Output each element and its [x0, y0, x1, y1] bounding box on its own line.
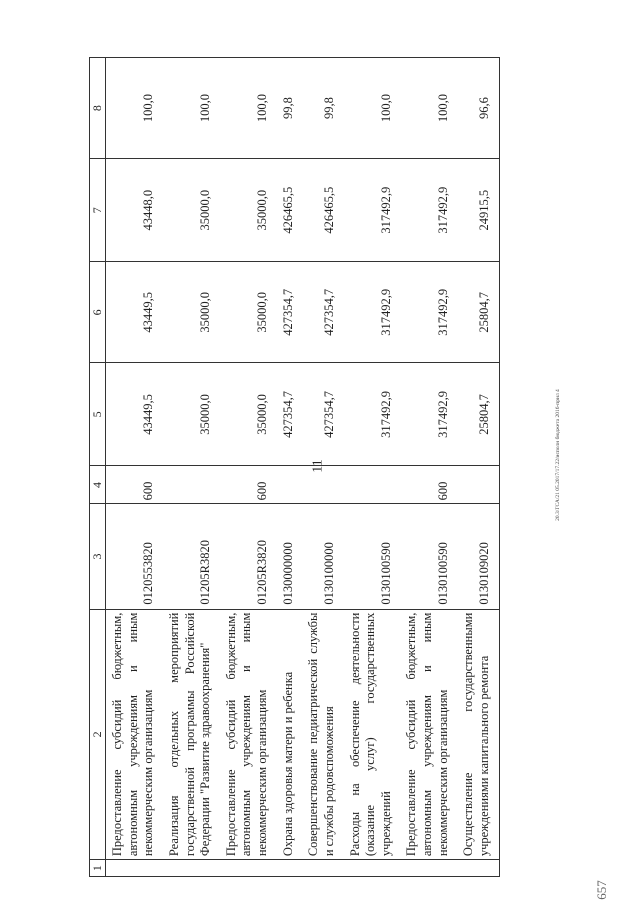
row-value-7: 426465,5 — [302, 159, 343, 262]
header-col-6: 6 — [90, 262, 106, 363]
row-value-8: 96,6 — [457, 58, 499, 159]
table-row — [106, 58, 163, 877]
row-value-7: 317492,9 — [344, 159, 401, 262]
row-value-6: 427354,7 — [302, 262, 343, 363]
document-code: 20.3/ГСА/21 05.2017/17.22/исполн бюджета 2016-прил 4 — [555, 389, 561, 521]
row-code: 0130100590 — [344, 504, 401, 609]
row-name: Предоставление субсидий бюджетным, автономным учреждениям и иным некоммерческим организациям — [106, 609, 163, 860]
row-value-7: 43448,0 — [106, 159, 163, 262]
row-value-8: 99,8 — [302, 58, 343, 159]
header-col-7: 7 — [90, 159, 106, 262]
row-code: 01205R3820 — [220, 504, 277, 609]
row-vr — [344, 466, 401, 504]
row-value-7: 35000,0 — [163, 159, 220, 262]
row-code: 0120553820 — [106, 504, 163, 609]
row-value-6: 25804,7 — [457, 262, 499, 363]
header-row — [90, 58, 106, 877]
table-row — [344, 58, 401, 877]
row-value-7: 24915,5 — [457, 159, 499, 262]
table-row — [457, 58, 499, 877]
table-row — [277, 58, 303, 877]
row-vr: 600 — [400, 466, 457, 504]
row-code: 0130100000 — [302, 504, 343, 609]
row-name: Расходы на обеспечение деятельности (оказание услуг) государственных учреждений — [344, 609, 401, 860]
header-col-5: 5 — [90, 363, 106, 466]
side-page-number: 657 — [593, 880, 609, 900]
row-name: Реализация отдельных мероприятий государственной программы Российской Федерации "Развитие здравоохранения" — [163, 609, 220, 860]
row-name: Охрана здоровья матери и ребенка — [277, 609, 303, 860]
row-code: 0130100590 — [400, 504, 457, 609]
row-code: 01205R3820 — [163, 504, 220, 609]
row-value-8: 100,0 — [220, 58, 277, 159]
row-value-6: 317492,9 — [400, 262, 457, 363]
row-value-5: 317492,9 — [400, 363, 457, 466]
row-value-8: 100,0 — [400, 58, 457, 159]
table-row — [302, 58, 343, 877]
row-name: Совершенствование педиатрической службы и службы родовспоможения — [302, 609, 343, 860]
row-name: Предоставление субсидий бюджетным, автономным учреждениям и иным некоммерческим организациям — [220, 609, 277, 860]
row-value-7: 317492,9 — [400, 159, 457, 262]
row-value-8: 100,0 — [344, 58, 401, 159]
table-row — [163, 58, 220, 877]
header-col-4: 4 — [90, 466, 106, 504]
row-value-5: 427354,7 — [302, 363, 343, 466]
row-value-7: 35000,0 — [220, 159, 277, 262]
row-vr — [277, 466, 303, 504]
header-col-1: 1 — [90, 860, 106, 877]
row-value-8: 100,0 — [106, 58, 163, 159]
row-value-8: 100,0 — [163, 58, 220, 159]
row-value-5: 43449,5 — [106, 363, 163, 466]
row-value-5: 35000,0 — [220, 363, 277, 466]
row-name: Осуществление государственными учреждениями капитального ремонта — [457, 609, 499, 860]
row-value-5: 427354,7 — [277, 363, 303, 466]
header-col-8: 8 — [90, 58, 106, 159]
row-vr: 600 — [106, 466, 163, 504]
page-number: 11 — [310, 459, 326, 473]
budget-table — [89, 57, 500, 877]
row-value-7: 426465,5 — [277, 159, 303, 262]
row-value-6: 317492,9 — [344, 262, 401, 363]
row-vr — [457, 466, 499, 504]
row-value-5: 35000,0 — [163, 363, 220, 466]
row-code: 0130000000 — [277, 504, 303, 609]
table-row — [400, 58, 457, 877]
table-row — [220, 58, 277, 877]
budget-table-container — [89, 57, 589, 877]
row-value-5: 317492,9 — [344, 363, 401, 466]
header-col-2: 2 — [90, 609, 106, 860]
row-vr — [163, 466, 220, 504]
row-value-6: 35000,0 — [220, 262, 277, 363]
row-value-6: 427354,7 — [277, 262, 303, 363]
row-name: Предоставление субсидий бюджетным, автономным учреждениям и иным некоммерческим организациям — [400, 609, 457, 860]
row-vr: 600 — [220, 466, 277, 504]
row-value-5: 25804,7 — [457, 363, 499, 466]
row-value-8: 99,8 — [277, 58, 303, 159]
row-code: 0130109020 — [457, 504, 499, 609]
row-value-6: 35000,0 — [163, 262, 220, 363]
row-value-6: 43449,5 — [106, 262, 163, 363]
row-vr — [302, 466, 343, 504]
header-col-3: 3 — [90, 504, 106, 609]
